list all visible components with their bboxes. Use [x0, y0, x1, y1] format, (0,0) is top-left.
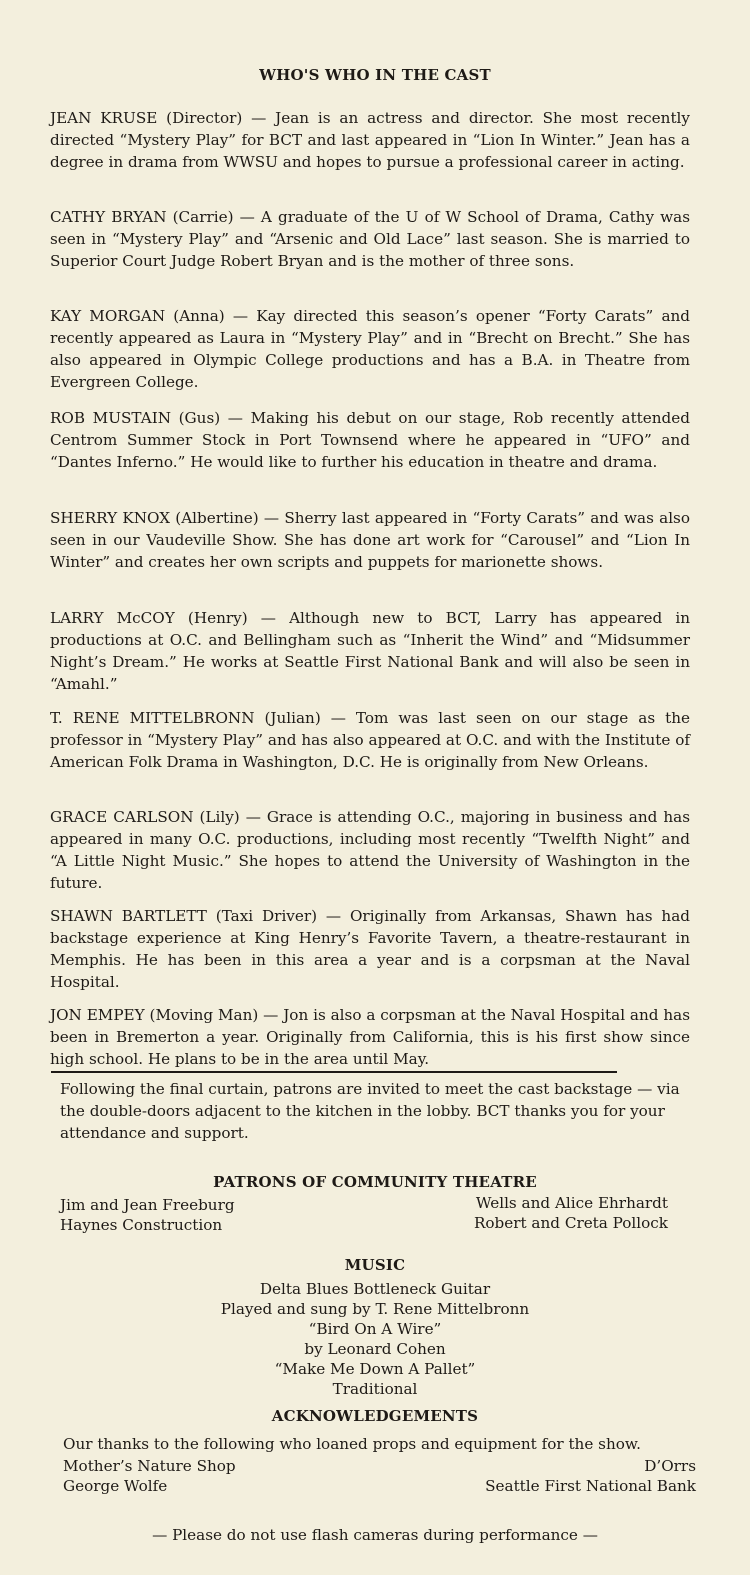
- music-line-2: Played and sung by T. Rene Mittelbronn: [220, 1300, 530, 1318]
- section-divider: [51, 1071, 617, 1073]
- patron-left-1: Jim and Jean Freeburg: [60, 1196, 235, 1214]
- closing-note: Following the final curtain, patrons are invited to meet the cast backstage — via the double-doors adjacent to the kitchen in the lobby. BCT thanks you for your attendance and support.: [60, 1080, 680, 1142]
- bio-sherry-knox: SHERRY KNOX (Albertine) — Sherry last appeared in “Forty Carats” and was also seen in our Vaudeville Show. She has done art work for “Carousel” and “Lion In Winter” and creates her own scripts and puppets for marionette shows.: [50, 509, 690, 571]
- flash-notice: — Please do not use flash cameras during performance —: [152, 1526, 598, 1544]
- bio-rob-mustain: ROB MUSTAIN (Gus) — Making his debut on our stage, Rob recently attended Centrom Summer Stock in Port Townsend where he appeared in “UFO” and “Dantes Inferno.” He would like to further his education in theatre and drama.: [50, 409, 690, 471]
- music-line-4: by Leonard Cohen: [304, 1340, 446, 1358]
- music-line-3: “Bird On A Wire”: [308, 1320, 442, 1338]
- bio-cathy-bryan: CATHY BRYAN (Carrie) — A graduate of the U of W School of Drama, Cathy was seen in “Mystery Play” and “Arsenic and Old Lace” last season. She is married to Superior Court Judge Robert Bryan and is the mother of three sons.: [50, 208, 690, 270]
- bio-shawn-bartlett: SHAWN BARTLETT (Taxi Driver) — Originally from Arkansas, Shawn has had backstage experience at King Henry’s Favorite Tavern, a theatre-restaurant in Memphis. He has been in this area a year and is a corpsman at the Naval Hospital.: [50, 907, 690, 991]
- music-line-5: “Make Me Down A Pallet”: [274, 1360, 476, 1378]
- acknowledgements-heading: ACKNOWLEDGEMENTS: [271, 1407, 479, 1425]
- ack-right-2: Seattle First National Bank: [485, 1477, 696, 1495]
- bio-larry-mccoy: LARRY McCOY (Henry) — Although new to BCT, Larry has appeared in productions at O.C. and Bellingham such as “Inherit the Wind” and “Midsummer Night’s Dream.” He works at Seattle First National Bank and will also be seen in “Amahl.”: [50, 609, 690, 693]
- patron-right-2: Robert and Creta Pollock: [473, 1214, 668, 1232]
- bio-rene-mittelbronn: T. RENE MITTELBRONN (Julian) — Tom was last seen on our stage as the professor in “Mystery Play” and has also appeared at O.C. and with the Institute of American Folk Drama in Washington, D.C. He is originally from New Orleans.: [50, 709, 690, 771]
- acknowledgements-intro: Our thanks to the following who loaned props and equipment for the show.: [63, 1435, 641, 1453]
- cast-heading: WHO'S WHO IN THE CAST: [259, 66, 491, 84]
- ack-left-2: George Wolfe: [63, 1477, 168, 1495]
- ack-right-1: D’Orrs: [644, 1457, 696, 1475]
- music-line-1: Delta Blues Bottleneck Guitar: [259, 1280, 491, 1298]
- patrons-heading: PATRONS OF COMMUNITY THEATRE: [213, 1173, 537, 1191]
- bio-jean-kruse: JEAN KRUSE (Director) — Jean is an actress and director. She most recently directed “Mystery Play” for BCT and last appeared in “Lion In Winter.” Jean has a degree in drama from WWSU and hopes to pursue a professional career in acting.: [50, 109, 690, 171]
- ack-left-1: Mother’s Nature Shop: [63, 1457, 236, 1475]
- music-heading: MUSIC: [344, 1256, 406, 1274]
- bio-grace-carlson: GRACE CARLSON (Lily) — Grace is attending O.C., majoring in business and has appeared in many O.C. productions, including most recently “Twelfth Night” and “A Little Night Music.” She hopes to attend the University of Washington in the future.: [50, 808, 690, 892]
- bio-jon-empey: JON EMPEY (Moving Man) — Jon is also a corpsman at the Naval Hospital and has been in Bremerton a year. Originally from California, this is his first show since high school. He plans to be in the area until May.: [50, 1006, 690, 1068]
- music-line-6: Traditional: [332, 1380, 418, 1398]
- patron-right-1: Wells and Alice Ehrhardt: [475, 1194, 668, 1212]
- patron-left-2: Haynes Construction: [60, 1216, 223, 1234]
- bio-kay-morgan: KAY MORGAN (Anna) — Kay directed this season’s opener “Forty Carats” and recently appeared as Laura in “Mystery Play” and in “Brecht on Brecht.” She has also appeared in Olympic College productions and has a B.A. in Theatre from Evergreen College.: [50, 307, 690, 391]
